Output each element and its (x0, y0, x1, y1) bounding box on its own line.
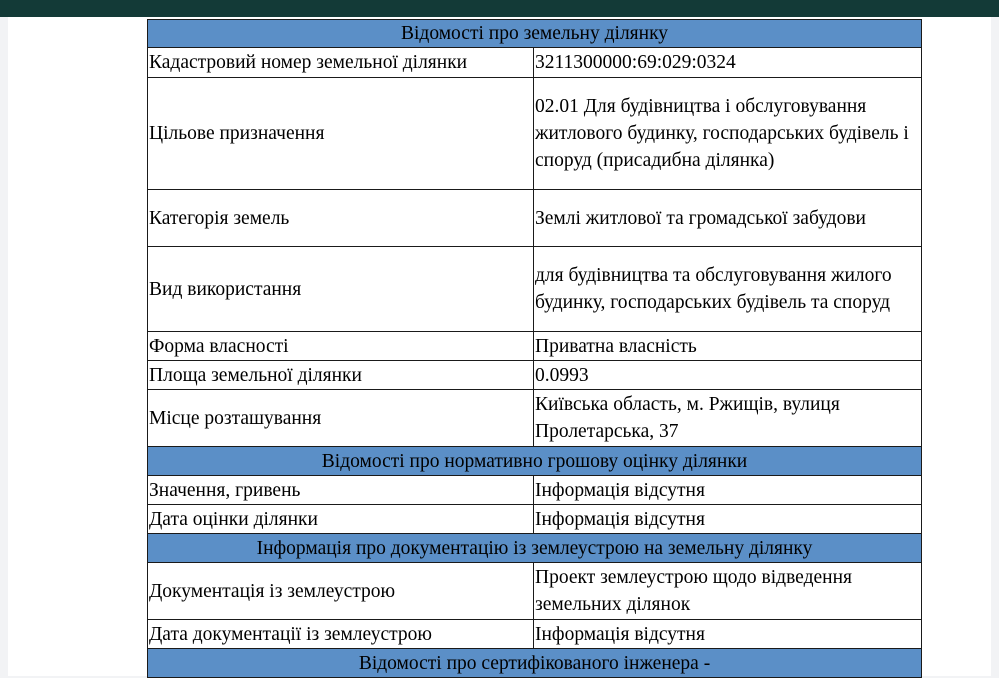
top-bar (0, 0, 999, 17)
section-header-land-plot: Відомості про земельну ділянку (148, 20, 922, 48)
table-row (148, 361, 922, 390)
table-row (148, 620, 922, 649)
table-row (148, 190, 922, 247)
section-header-valuation: Відомості про нормативно грошову оцінку ділянки (148, 447, 922, 476)
row-value: Землі житлової та громадської забудови (534, 190, 922, 247)
row-value: 3211300000:69:029:0324 (534, 48, 922, 78)
row-label: Дата оцінки ділянки (148, 505, 534, 534)
row-value: Інформація відсутня (534, 505, 922, 534)
row-value: Київська область, м. Ржищів, вулиця Пролетарська, 37 (534, 390, 922, 447)
row-value: Інформація відсутня (534, 620, 922, 649)
row-label: Площа земельної ділянки (148, 361, 534, 390)
document-page (8, 17, 991, 676)
row-value: 0.0993 (534, 361, 922, 390)
row-value: 02.01 Для будівництва і обслуговування житлового будинку, господарських будівель і споруд (присадибна ділянка) (534, 78, 922, 190)
row-label: Форма власності (148, 332, 534, 361)
table-row (148, 505, 922, 534)
row-label: Категорія земель (148, 190, 534, 247)
section-header-engineer: Відомості про сертифікованого інженера - (148, 649, 922, 678)
section-header-documentation: Інформація про документацію із землеустрою на земельну ділянку (148, 534, 922, 563)
row-label: Дата документації із землеустрою (148, 620, 534, 649)
row-label: Місце розташування (148, 390, 534, 447)
table-row (148, 332, 922, 361)
table-row (148, 247, 922, 332)
table-row (148, 78, 922, 190)
row-label: Цільове призначення (148, 78, 534, 190)
land-info-document (147, 19, 921, 678)
row-value: Проект землеустрою щодо відведення земельних ділянок (534, 563, 922, 620)
table-row (148, 390, 922, 447)
table-row (148, 48, 922, 78)
table-row (148, 476, 922, 505)
row-label: Документація із землеустрою (148, 563, 534, 620)
row-label: Кадастровий номер земельної ділянки (148, 48, 534, 78)
row-label: Значення, гривень (148, 476, 534, 505)
row-value: для будівництва та обслуговування жилого будинку, господарських будівель та споруд (534, 247, 922, 332)
row-value: Приватна власність (534, 332, 922, 361)
table-row (148, 563, 922, 620)
row-label: Вид використання (148, 247, 534, 332)
row-value: Інформація відсутня (534, 476, 922, 505)
land-info-table (147, 19, 922, 678)
